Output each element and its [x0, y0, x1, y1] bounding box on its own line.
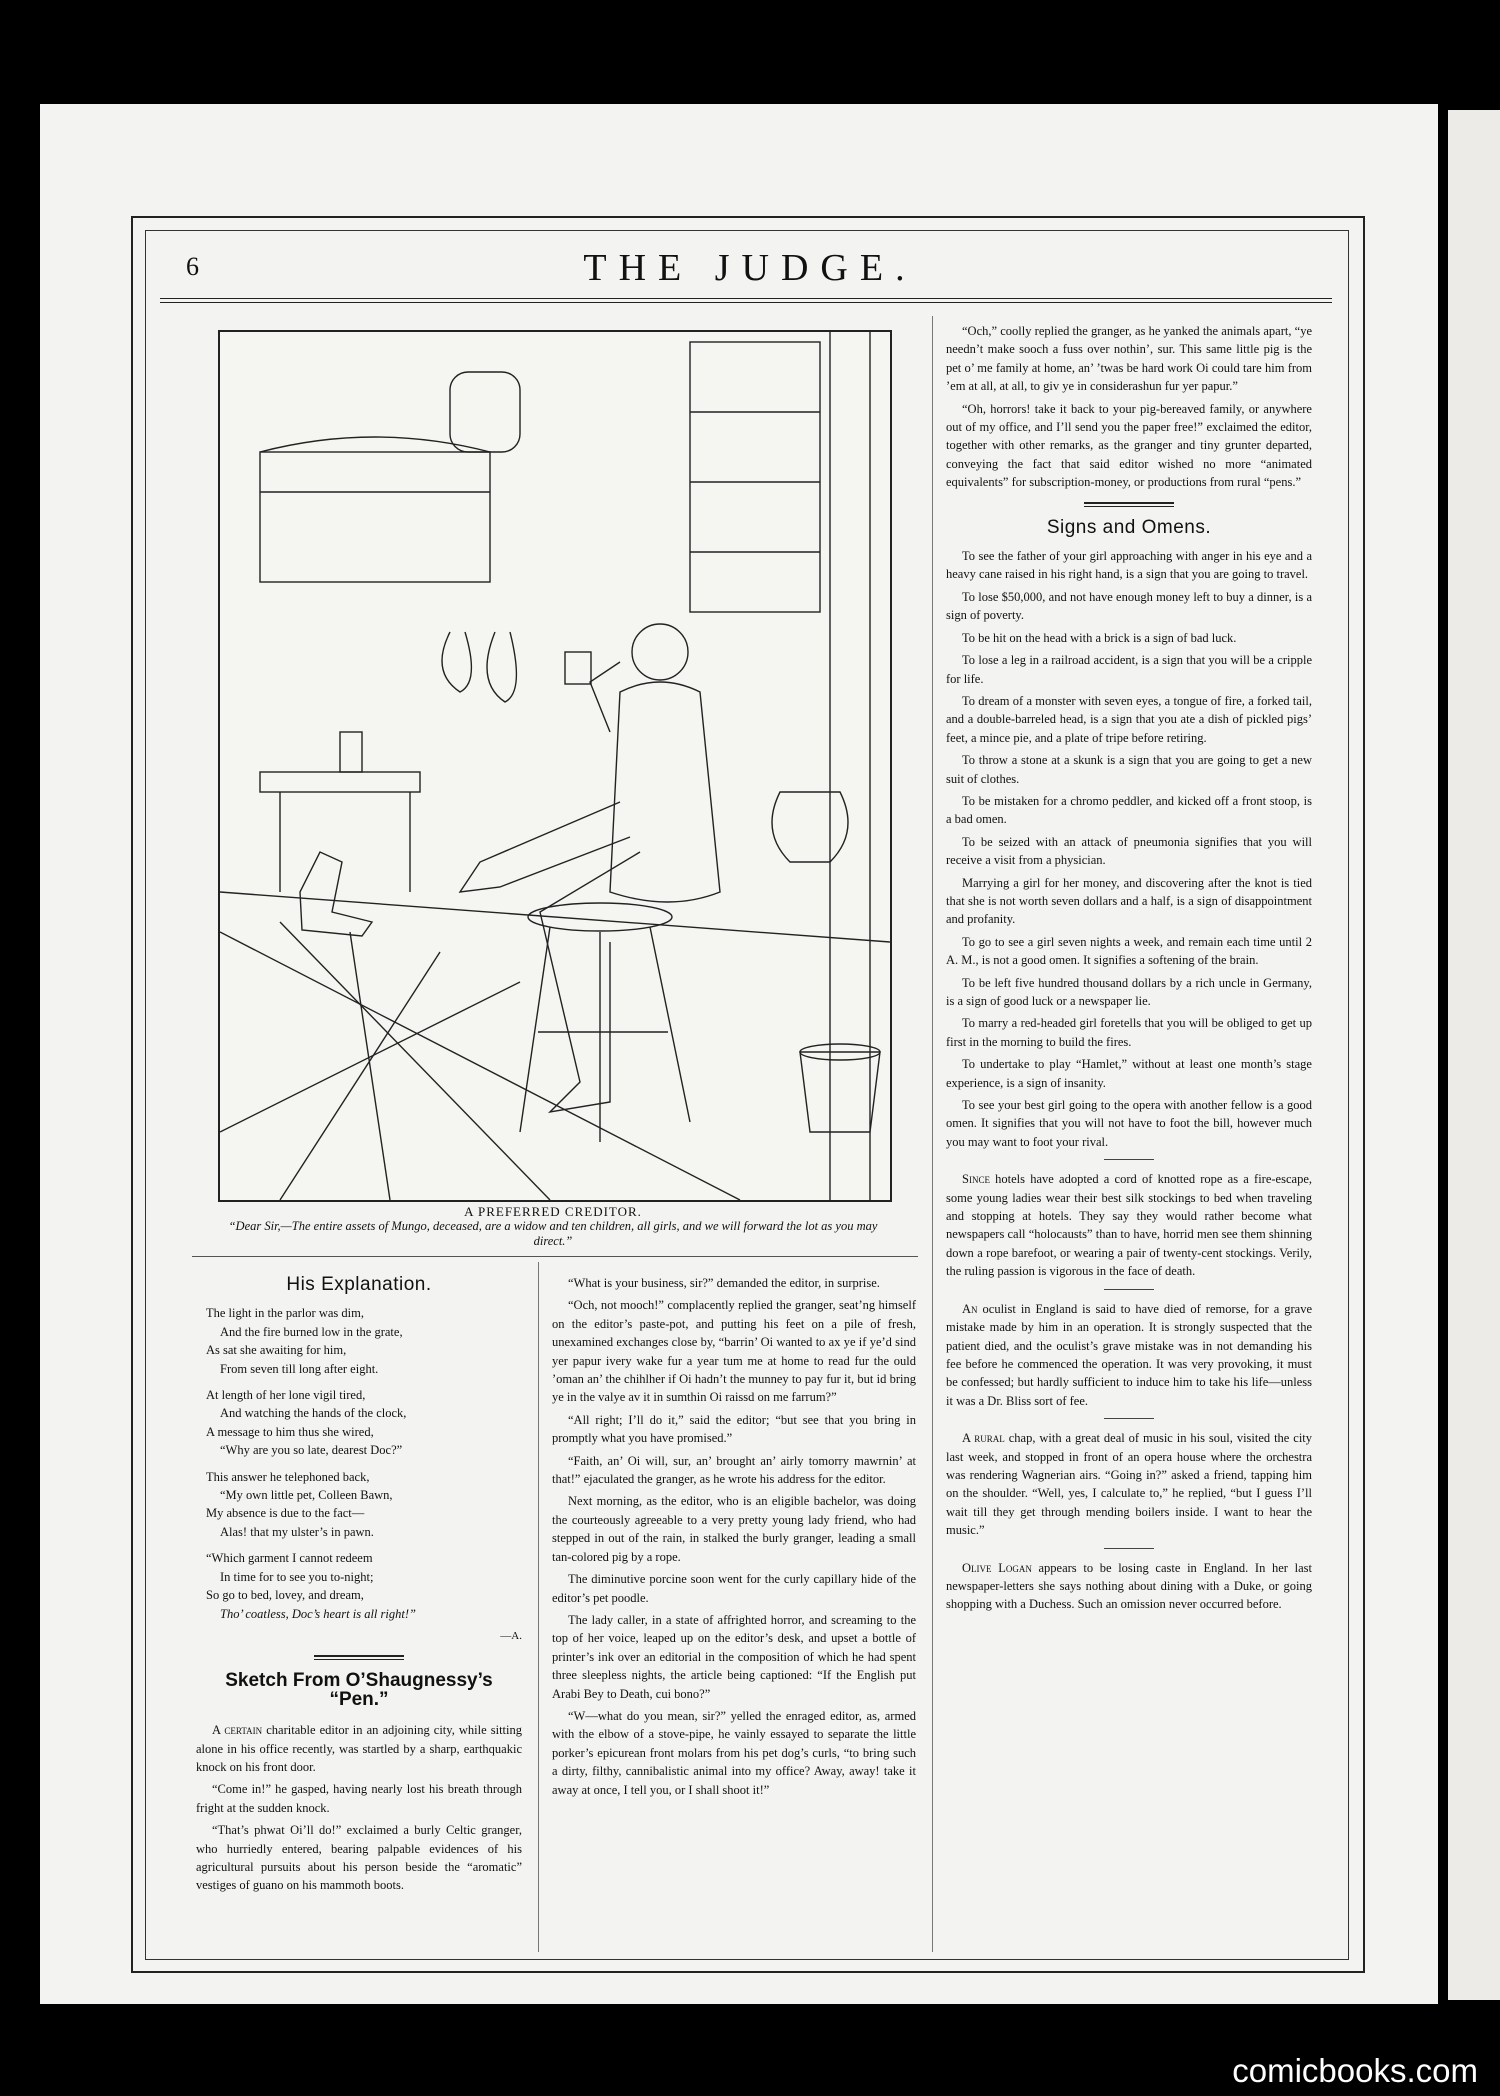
- section-divider: [314, 1655, 404, 1660]
- omen-item: To be mistaken for a chromo peddler, and kicked off a front stoop, is a bad omen.: [946, 793, 1312, 827]
- story-paragraph: “All right; I’ll do it,” said the editor; “but see that you bring in promptly what you have promised.”: [552, 1412, 916, 1446]
- omen-item: To marry a red-headed girl foretells that you will be obliged to get up first in the morning to build the fires.: [946, 1016, 1312, 1049]
- omen-item: To go to see a girl seven nights a week, and remain each time until 2 A. M., is not a good omen. It signifies a softening of the brain.: [946, 934, 1312, 968]
- brief-lead: Since: [962, 1172, 990, 1187]
- omen-item: To be seized with an attack of pneumonia signifies that you will receive a visit from a physician.: [946, 834, 1312, 868]
- poem-line: As sat she awaiting for him,: [206, 1343, 347, 1358]
- brief-item: [946, 1559, 1312, 1614]
- story-paragraph: “W—what do you mean, sir?” yelled the enraged editor, as, armed with the elbow of a stove-pipe, he vainly essayed to separate the little porker’s epicurean front molars from his pet dog’s curls, “to bring such a dirty, filthy, cannibalistic animal into my office? Away, away! take it away at once, I tell you, or I shall shoot it!”: [552, 1708, 916, 1797]
- sketch-paragraph: [196, 1721, 522, 1776]
- omen-item: To lose a leg in a railroad accident, is a sign that you will be a cripple for life.: [946, 653, 1312, 686]
- story-paragraph: “Och,” coolly replied the granger, as he yanked the animals apart, “ye needn’t make sooch a fuss over nothin’, sur. This same little pig is the pet o’ me family at home, an’ ’twas be hard work Oi could tare him from ’em at all, at all, to giv ye in considerashun fur yer papur.”: [946, 324, 1312, 394]
- sketch-paragraph: “Come in!” he gasped, having nearly lost his breath through fright at the sudden knock.: [196, 1782, 522, 1815]
- illustration-drawing: [220, 332, 890, 1200]
- poem-line: So go to bed, lovey, and dream,: [206, 1588, 364, 1603]
- omen-item: To lose $50,000, and not have enough money left to buy a dinner, is a sign of poverty.: [946, 589, 1312, 623]
- omen-item: To see the father of your girl approaching with anger in his eye and a heavy cane raised in his right hand, is a sign that you are going to travel.: [946, 549, 1312, 582]
- brief-text: oculist in England is said to have died of remorse, for a grave mistake made by him in an operation. It is strongly suspected that the patient died, and the oculist’s grave mistake was in not demanding his fee before he commenced the operation. It was very provoking, it must be confessed; but hardly sufficient to induce him to take his life—unless it was a Dr. Bliss sort of fee.: [946, 1301, 1313, 1408]
- poem-line: In time for to see you to-night;: [220, 1569, 374, 1584]
- poem-signature: —A.: [500, 1629, 522, 1642]
- brief-text: hotels have adopted a cord of knotted rope as a fire-escape, some young ladies wear their best silk stockings to bed when traveling and stopping at hotels. They say they would rather become what newspapers call “holocausts” than to have, horrid men see them shinning down a rope barefoot, or wearing a pair of twenty-cent stockings. Verily, the ruling passion is vigorous in the face of death.: [946, 1172, 1312, 1279]
- brief-lead: An: [962, 1301, 978, 1316]
- sketch-text: charitable editor in an adjoining city, while sitting alone in his office recently, was startled by a sharp, earthquakic knock on his front door.: [196, 1723, 522, 1774]
- brief-lead: Olive Logan: [962, 1560, 1032, 1575]
- story-paragraph: “Oh, horrors! take it back to your pig-bereaved family, or anywhere out of my office, and I’ll send you the paper free!” exclaimed the editor, together with other remarks, as the granger and tiny grunter departed, conveying the fact that said editor wished no more “animated equivalents” for subscription-money, or productions from rural “pens.”: [946, 401, 1312, 490]
- illustration-preferred-creditor: [218, 330, 892, 1202]
- omen-item: Marrying a girl for her money, and discovering after the knot is tied that she is not worth seven dollars and a half, is a sign of disappointment and profanity.: [946, 875, 1312, 927]
- story-paragraph: “Och, not mooch!” complacently replied the granger, seat’ng himself on the editor’s paste-pot, and putting his feet on a pile of fresh, unexamined exchanges close by, “barrin’ Oi wanted to ax ye if ye’d sind yer papur ivery wake fur a year tum me at home to read fur the ould ’oman an’ the chihlher if Oi hadn’t the munney to pay fur it, but id bring ye in the valye av it in sumthin Oi raissd on me farrum?”: [552, 1298, 916, 1405]
- sketch-lead: A certain: [212, 1723, 263, 1738]
- brief-text: appears to be losing caste in England. In her last newspaper-letters she says nothing about dining with a Duke, or going shopping with a Duchess. Such an omission never occurred before.: [946, 1560, 1312, 1612]
- masthead-title: THE JUDGE.: [583, 247, 917, 289]
- masthead-rule: [160, 298, 1332, 303]
- poem-line: A message to him thus she wired,: [206, 1424, 374, 1439]
- story-paragraph: The lady caller, in a state of affrighted horror, and screaming to the top of her voice, leaped up on the editor’s desk, and upset a bottle of printer’s ink over an editorial in the composition of which he had spent three sleepless nights, the article being captioned: “If the English put Arabi Bey to Death, cui bono?”: [552, 1612, 916, 1701]
- poem-stanza-2: [206, 1386, 522, 1460]
- illustration-caption: “Dear Sir,—The entire assets of Mungo, deceased, are a widow and ten children, all girls, and we will forward the lot as you may direct.”: [228, 1219, 878, 1248]
- poem-line: This answer he telephoned back,: [206, 1469, 370, 1484]
- story-paragraph: “What is your business, sir?” demanded the editor, in surprise.: [568, 1276, 880, 1290]
- brief-item: [946, 1170, 1312, 1280]
- section-divider: [1084, 502, 1174, 507]
- poem-line: My absence is due to the fact—: [206, 1506, 365, 1521]
- poem-line: “Why are you so late, dearest Doc?”: [220, 1443, 403, 1458]
- column-rule-1: [538, 1262, 539, 1952]
- middle-column: [552, 1274, 916, 1803]
- omen-item: To be left five hundred thousand dollars by a rich uncle in Germany, is a sign of good luck or a newspaper lie.: [946, 975, 1312, 1008]
- poem-line: Tho’ coatless, Doc’s heart is all right!”: [220, 1606, 416, 1621]
- brief-item: [946, 1300, 1312, 1410]
- watermark: comicbooks.com: [1232, 2052, 1478, 2089]
- story-paragraph: “Faith, an’ Oi will, sur, an’ brought an’ airly tomorry mawrnin’ at that!” ejaculated the granger, as he wrote his address for the editor.: [552, 1453, 916, 1487]
- poem-stanza-3: [206, 1468, 522, 1542]
- page-number: 6: [186, 252, 199, 281]
- brief-text: chap, with a great deal of music in his soul, visited the city last week, and stopped in front of an opera house where the orchestra was rendering Wagnerian airs. “Going in?” asked a friend, tapping him on the shoulder. “Well, yes, I calculate to,” he replied, “but I guess I’ll wait till they get through mending boilers inside. I want to hear the music.”: [946, 1431, 1313, 1538]
- omen-item: To undertake to play “Hamlet,” without at least one month’s stage experience, is a sign of insanity.: [946, 1057, 1312, 1090]
- omen-item: To dream of a monster with seven eyes, a tongue of fire, a forked tail, and a double-barreled head, is a sign that you ate a dish of pickled pigs’ feet, a mince pie, and a plate of tripe before retiring.: [946, 693, 1312, 745]
- omen-item: To throw a stone at a skunk is a sign that you are going to get a new suit of clothes.: [946, 753, 1312, 786]
- sketch-paragraph: “That’s phwat Oi’ll do!” exclaimed a burly Celtic granger, who hurriedly entered, bearing palpable evidences of his agricultural pursuits about his person beside the “aromatic” vestiges of guano on his mammoth boots.: [196, 1823, 522, 1893]
- poem-line: “My own little pet, Colleen Bawn,: [220, 1488, 393, 1503]
- poem-stanza-4: [206, 1549, 522, 1623]
- story-paragraph: The diminutive porcine soon went for the curly capillary hide of the editor’s pet poodle.: [552, 1572, 916, 1605]
- poem-line: The light in the parlor was dim,: [206, 1306, 364, 1321]
- omen-item: To be hit on the head with a brick is a sign of bad luck.: [962, 630, 1237, 645]
- poem-line: From seven till long after eight.: [220, 1361, 379, 1376]
- item-divider: [1104, 1159, 1154, 1160]
- poem-stanza-1: [206, 1304, 522, 1378]
- story-paragraph: Next morning, as the editor, who is an eligible bachelor, was doing the courteously agreeable to a very pretty young lady friend, who had stepped in out of the rain, in stalked the burly granger, leading a small tan-colored pig by a rope.: [552, 1494, 916, 1564]
- signs-and-omens-title: Signs and Omens.: [1046, 516, 1212, 538]
- brief-item: [946, 1429, 1312, 1539]
- item-divider: [1104, 1548, 1154, 1549]
- next-page-edge: [1448, 110, 1500, 2000]
- item-divider: [1104, 1289, 1154, 1290]
- column-rule-2: [932, 316, 933, 1952]
- poem-line: And the fire burned low in the grate,: [220, 1324, 403, 1339]
- illustration-bottom-rule: [192, 1256, 918, 1257]
- right-column: [946, 322, 1312, 1618]
- poem-line: And watching the hands of the clock,: [220, 1406, 407, 1421]
- illustration-title: A PREFERRED CREDITOR.: [464, 1204, 642, 1219]
- brief-lead: A rural: [962, 1431, 1005, 1446]
- item-divider: [1104, 1418, 1154, 1419]
- poem-line: At length of her lone vigil tired,: [206, 1388, 366, 1403]
- omen-item: To see your best girl going to the opera with another fellow is a good omen. It signifies that you will not have to foot the bill, however much you may want to foot your rival.: [946, 1098, 1312, 1149]
- left-column: [196, 1268, 522, 1899]
- his-explanation-title: His Explanation.: [286, 1274, 432, 1295]
- poem-line: “Which garment I cannot redeem: [206, 1551, 373, 1566]
- poem-line: Alas! that my ulster’s in pawn.: [220, 1524, 374, 1539]
- sketch-title: Sketch From O’Shaugnessy’s “Pen.”: [225, 1670, 493, 1710]
